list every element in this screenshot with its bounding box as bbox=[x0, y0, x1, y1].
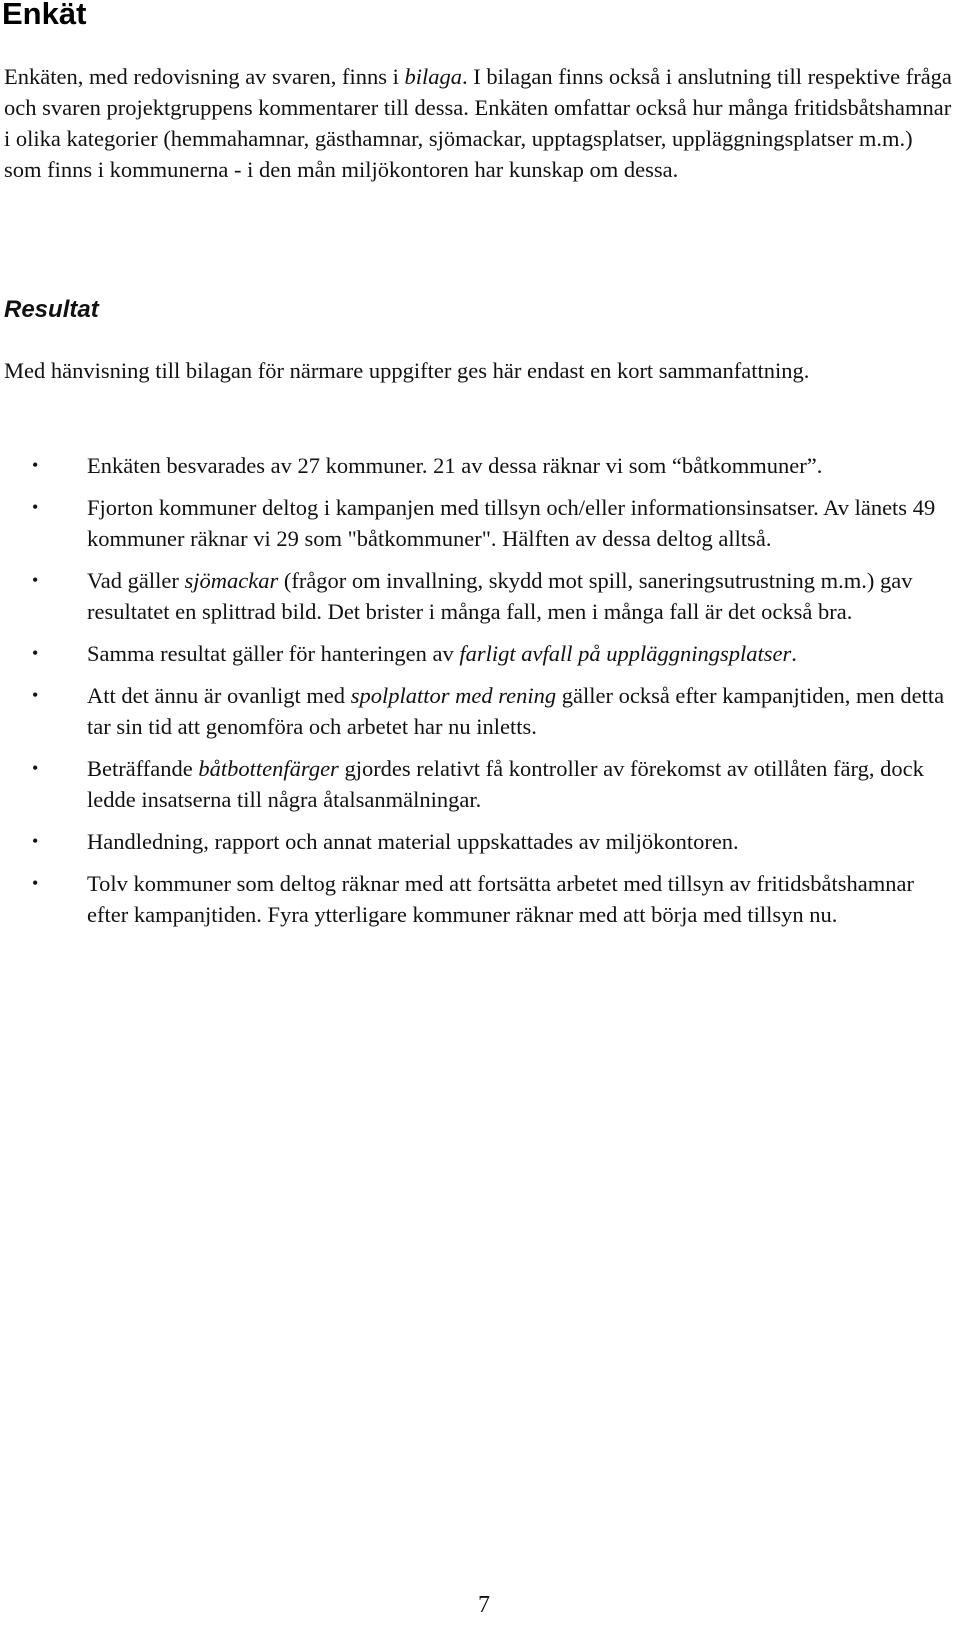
results-intro-paragraph: Med hänvisning till bilagan för närmare uppgifter ges här endast en kort sammanfattning. bbox=[4, 358, 810, 383]
list-item bbox=[0, 826, 960, 857]
intro-emphasis-bilaga: bilaga bbox=[404, 64, 463, 89]
results-bullet-list bbox=[0, 450, 960, 941]
list-item-text: gäller också efter kampanjtiden, men detta tar sin tid att genomföra och arbetet har nu inletts. bbox=[87, 683, 945, 739]
list-item-emphasis: farligt avfall på uppläggningsplatser bbox=[459, 641, 792, 666]
list-item bbox=[0, 450, 960, 481]
intro-text-1: Enkäten, med redovisning av svaren, finns i bbox=[4, 64, 405, 89]
intro-text-2: . I bilagan finns också i anslutning till respektive fråga och svaren projektgruppens kommentarer till dessa. Enkäten omfattar också hur många fritidsbåtshamnar i olika kategorier (hemmahamnar, gästhamnar, sjömackar, upptagsplatser, uppläggningsplatser m.m.) som finns i kommunerna - i den mån miljökontoren har kunskap om dessa. bbox=[4, 64, 952, 182]
list-item bbox=[0, 565, 960, 627]
results-heading: Resultat bbox=[4, 296, 99, 323]
bullet-icon: • bbox=[32, 685, 39, 705]
list-item-emphasis: båtbottenfärger bbox=[198, 756, 339, 781]
list-item-text: gjordes relativt få kontroller av förekomst av otillåten färg, dock ledde insatserna till några åtalsanmälningar. bbox=[87, 756, 924, 812]
list-item-text: Enkäten besvarades av 27 kommuner. 21 av dessa räknar vi som “båtkommuner”. bbox=[87, 453, 823, 478]
list-item-text: Fjorton kommuner deltog i kampanjen med tillsyn och/eller informationsinsatser. Av länets 49 kommuner räknar vi 29 som "båtkommuner". Hälften av dessa deltog alltså. bbox=[87, 495, 936, 551]
list-item-text: Att det ännu är ovanligt med bbox=[87, 683, 351, 708]
list-item bbox=[0, 753, 960, 815]
page-number: 7 bbox=[478, 1592, 490, 1618]
section-heading: Enkät bbox=[2, 0, 87, 31]
bullet-icon: • bbox=[32, 570, 39, 590]
bullet-icon: • bbox=[32, 758, 39, 778]
list-item bbox=[0, 492, 960, 554]
list-item-text: Handledning, rapport och annat material uppskattades av miljökontoren. bbox=[87, 829, 739, 854]
bullet-icon: • bbox=[32, 455, 39, 475]
list-item-text: Beträffande bbox=[87, 756, 199, 781]
list-item-text: Samma resultat gäller för hanteringen av bbox=[87, 641, 460, 666]
list-item bbox=[0, 868, 960, 930]
bullet-icon: • bbox=[32, 643, 39, 663]
list-item-emphasis: sjömackar bbox=[184, 568, 279, 593]
bullet-icon: • bbox=[32, 831, 39, 851]
list-item-text: (frågor om invallning, skydd mot spill, saneringsutrustning m.m.) gav resultatet en splittrad bild. Det brister i många fall, men i många fall är det också bra. bbox=[87, 568, 913, 624]
list-item-text: . bbox=[791, 641, 797, 666]
list-item bbox=[0, 680, 960, 742]
intro-paragraph bbox=[4, 61, 954, 185]
bullet-icon: • bbox=[32, 873, 39, 893]
list-item-text: Tolv kommuner som deltog räknar med att fortsätta arbetet med tillsyn av fritidsbåtshamnar efter kampanjtiden. Fyra ytterligare kommuner räknar med att börja med tillsyn nu. bbox=[87, 871, 914, 927]
list-item-text: Vad gäller bbox=[87, 568, 185, 593]
list-item-emphasis: spolplattor med rening bbox=[350, 683, 557, 708]
list-item bbox=[0, 638, 960, 669]
bullet-icon: • bbox=[32, 497, 39, 517]
